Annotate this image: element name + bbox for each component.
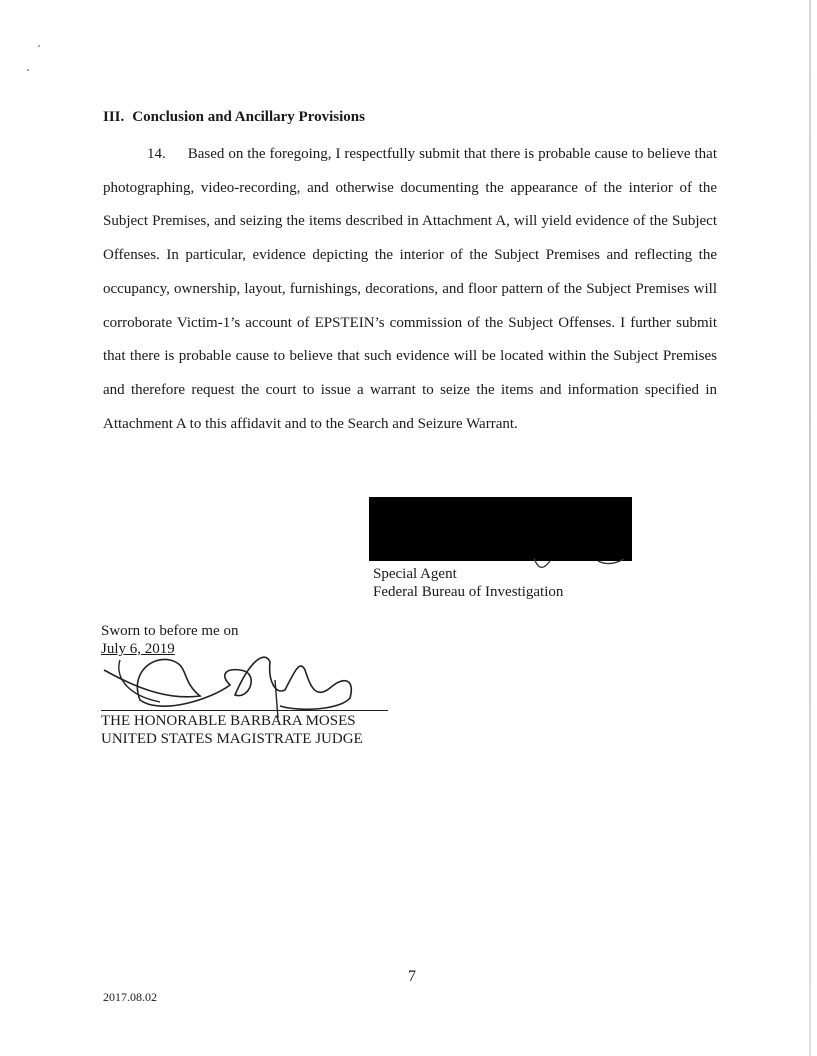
affiant-block bbox=[373, 565, 563, 601]
judge-name: THE HONORABLE BARBARA MOSES bbox=[101, 713, 356, 729]
sworn-label: Sworn to before me on bbox=[101, 623, 239, 639]
affiant-agency: Federal Bureau of Investigation bbox=[373, 584, 564, 600]
document-code: 2017.08.02 bbox=[103, 990, 157, 1004]
judge-block bbox=[101, 712, 363, 748]
paragraph-14 bbox=[103, 138, 717, 441]
affiant-title: Special Agent bbox=[373, 566, 457, 582]
redacted-signature-block bbox=[369, 497, 632, 561]
page-number: 7 bbox=[408, 968, 416, 985]
section-heading bbox=[103, 109, 365, 126]
paragraph-text: Based on the foregoing, I respectfully submit that there is probable cause to believe that photographing, video-recording, and otherwise documenting the appearance of the interior of the Subject Premises, and seizing the items described in Attachment A, will yield evidence of the Subject Offenses. In particular, evidence depicting the interior of the Subject Premises and reflecting the occupancy, ownership, layout, furnishings, decorations, and floor pattern of the Subject Premises will corroborate Victim-1’s account of EPSTEIN’s commission of the Subject Offenses. I further submit that there is probable cause to believe that such evidence will be located within the Subject Premises and therefore request the court to issue a warrant to seize the items and information specified in Attachment A to this affidavit and to the Search and Seizure Warrant. bbox=[103, 146, 717, 432]
scan-speck bbox=[38, 45, 40, 47]
judge-title: UNITED STATES MAGISTRATE JUDGE bbox=[101, 731, 363, 747]
paragraph-number: 14. bbox=[147, 146, 166, 162]
sworn-date: July 6, 2019 bbox=[101, 641, 175, 657]
section-number: III. bbox=[103, 109, 125, 125]
scan-speck bbox=[27, 69, 29, 71]
signature-line bbox=[101, 710, 388, 711]
scan-edge bbox=[809, 0, 811, 1056]
section-title: Conclusion and Ancillary Provisions bbox=[132, 109, 365, 125]
judge-signature bbox=[100, 640, 365, 718]
